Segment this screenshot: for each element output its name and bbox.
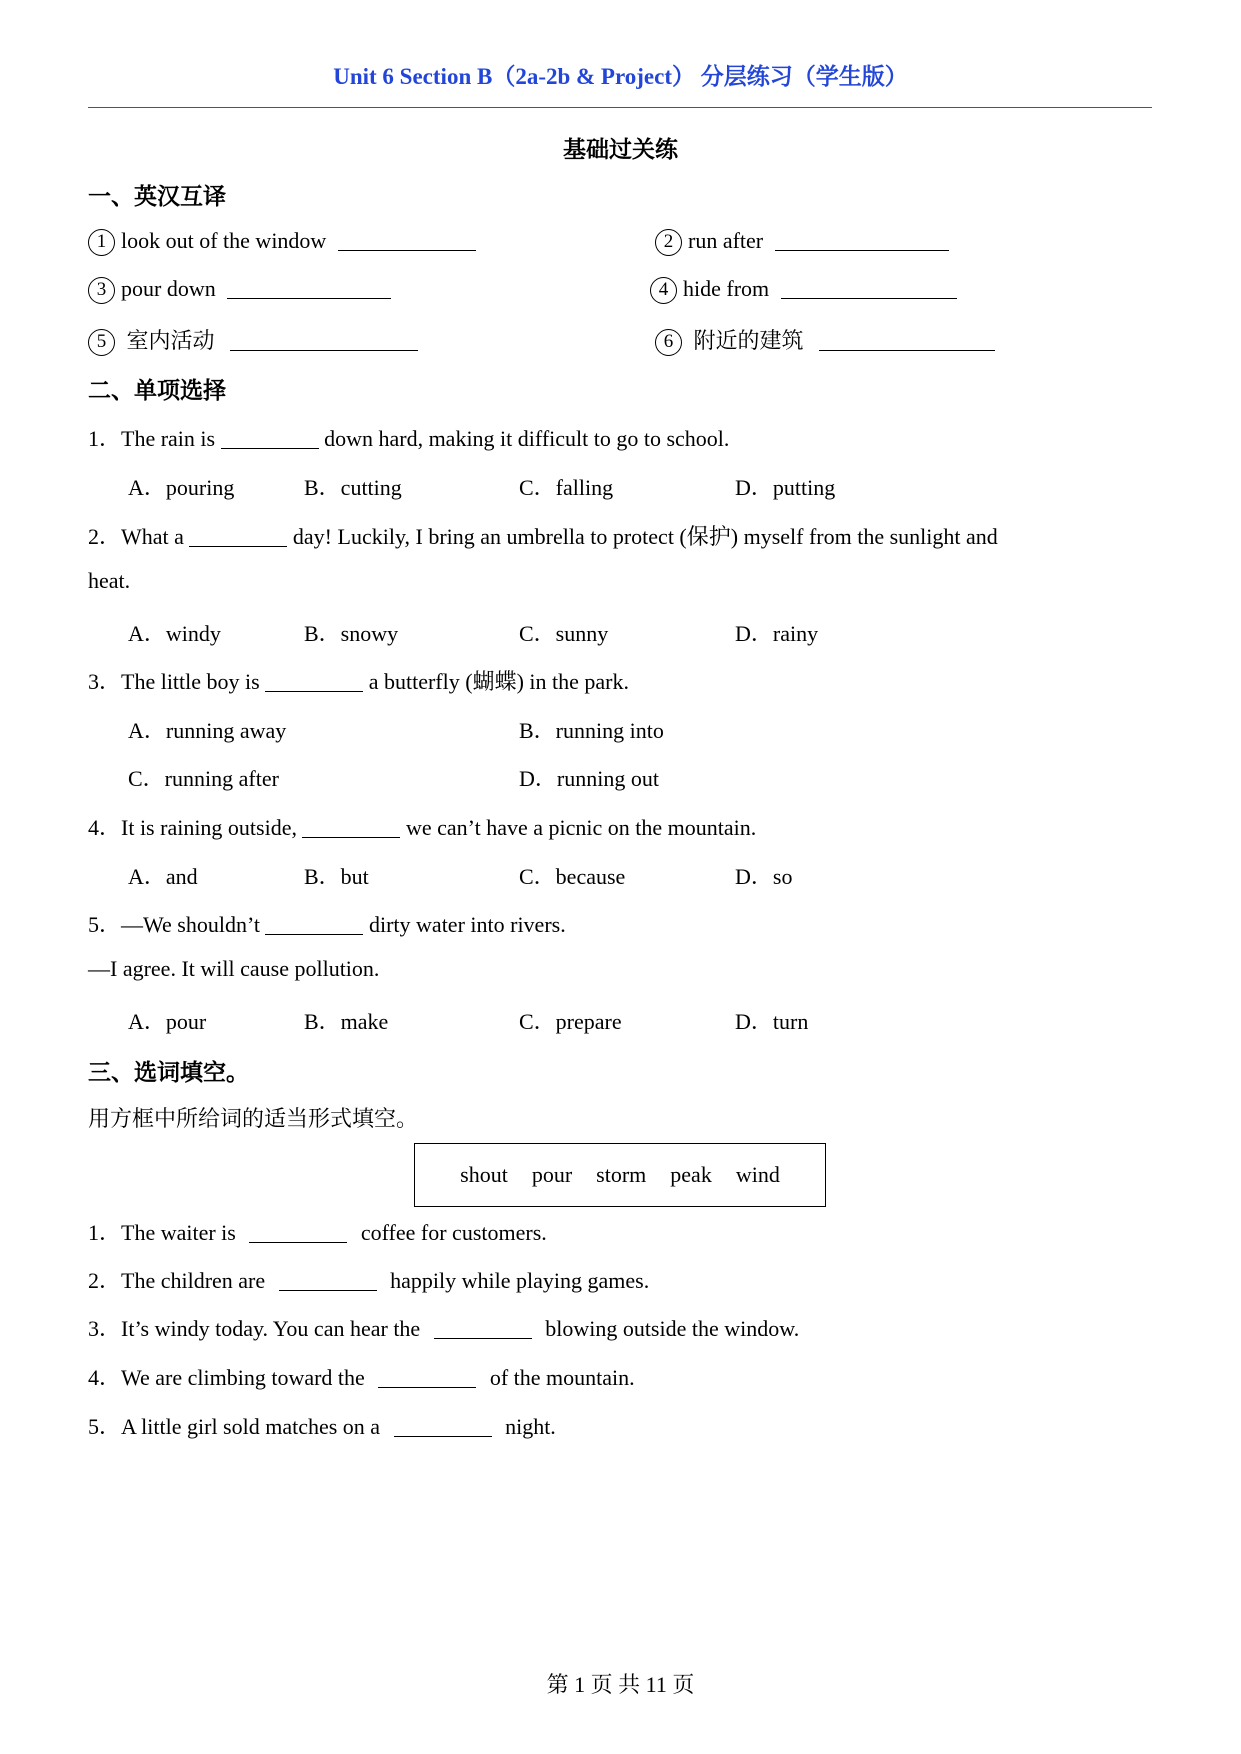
question-text: 3．The little boy is <box>88 669 260 694</box>
answer-blank[interactable] <box>189 526 287 547</box>
fill-item-4 <box>88 1361 635 1392</box>
option-d[interactable]: D．rainy <box>735 621 819 646</box>
answer-blank[interactable] <box>230 330 418 351</box>
option-b[interactable]: B．running into <box>519 718 664 743</box>
item-number-circle: 2 <box>655 229 682 256</box>
word-bank-box <box>414 1143 826 1207</box>
answer-blank[interactable] <box>279 1270 377 1291</box>
answer-blank[interactable] <box>434 1318 532 1339</box>
item-text: pour down <box>121 276 216 301</box>
option-d[interactable]: D．so <box>735 864 793 889</box>
word-bank-word: storm <box>596 1162 647 1187</box>
option-b[interactable]: B．but <box>304 864 369 889</box>
item-number-circle: 6 <box>655 329 682 356</box>
mc-question-4 <box>88 811 756 842</box>
word-bank-word: shout <box>460 1162 508 1187</box>
item-number-circle: 1 <box>88 229 115 256</box>
question-text: 2．What a <box>88 524 184 549</box>
option-c[interactable]: C．sunny <box>519 621 609 646</box>
question-text: day! Luckily, I bring an umbrella to protect (保护) myself from the sunlight and <box>292 524 998 549</box>
answer-blank[interactable] <box>249 1222 347 1243</box>
option-b[interactable]: B．make <box>304 1009 389 1034</box>
option-c[interactable]: C．falling <box>519 475 614 500</box>
word-bank-word: pour <box>531 1162 573 1187</box>
item-text: 室内活动 <box>126 328 215 353</box>
question-text: 1．The rain is <box>88 426 216 451</box>
header-divider <box>88 107 1152 108</box>
dialogue-reply: —I agree. It will cause pollution. <box>88 956 380 981</box>
fill-item-2 <box>88 1264 649 1295</box>
item-text: blowing outside the window. <box>545 1316 800 1341</box>
mc-question-3 <box>88 665 629 696</box>
option-a[interactable]: A．running away <box>128 718 287 743</box>
section3-instruction: 用方框中所给词的适当形式填空。 <box>88 1106 419 1131</box>
word-bank-word: wind <box>735 1162 780 1187</box>
option-a[interactable]: A．and <box>128 864 198 889</box>
item-number-circle: 4 <box>650 277 677 304</box>
item-number-circle: 3 <box>88 277 115 304</box>
item-text: 2．The children are <box>88 1268 266 1293</box>
translation-item-2 <box>655 228 949 256</box>
section1-heading: 一、英汉互译 <box>88 184 226 209</box>
option-a[interactable]: A．windy <box>128 621 221 646</box>
fill-item-1 <box>88 1216 547 1247</box>
item-text: run after <box>688 228 764 253</box>
document-header-title: Unit 6 Section B（2a-2b & Project） 分层练习（学生版） <box>333 64 908 89</box>
translation-item-1 <box>88 228 476 256</box>
item-text: happily while playing games. <box>390 1268 650 1293</box>
level-title: 基础过关练 <box>563 137 678 162</box>
item-text: hide from <box>683 276 770 301</box>
answer-blank[interactable] <box>781 278 957 299</box>
translation-item-5 <box>88 324 418 356</box>
word-bank-word: peak <box>670 1162 712 1187</box>
item-text: 附近的建筑 <box>693 328 804 353</box>
section2-heading: 二、单项选择 <box>88 378 226 403</box>
translation-item-4 <box>650 276 957 304</box>
item-number-circle: 5 <box>88 329 115 356</box>
option-c[interactable]: C．because <box>519 864 626 889</box>
item-text: 3．It’s windy today. You can hear the <box>88 1316 421 1341</box>
mc-question-5 <box>88 908 566 939</box>
answer-blank[interactable] <box>394 1416 492 1437</box>
answer-blank[interactable] <box>338 230 476 251</box>
mc-question-1 <box>88 422 729 453</box>
option-c[interactable]: C．prepare <box>519 1009 622 1034</box>
question-text: down hard, making it difficult to go to school. <box>324 426 730 451</box>
item-text: look out of the window <box>121 228 327 253</box>
option-d[interactable]: D．turn <box>735 1009 809 1034</box>
answer-blank[interactable] <box>378 1367 476 1388</box>
option-b[interactable]: B．snowy <box>304 621 399 646</box>
item-text: 4．We are climbing toward the <box>88 1365 365 1390</box>
fill-item-5 <box>88 1410 556 1441</box>
item-text: of the mountain. <box>489 1365 635 1390</box>
question-text: 5．—We shouldn’t <box>88 912 260 937</box>
fill-item-3 <box>88 1312 799 1343</box>
option-b[interactable]: B．cutting <box>304 475 402 500</box>
question-text: 4．It is raining outside, <box>88 815 297 840</box>
item-text: night. <box>505 1414 556 1439</box>
translation-item-3 <box>88 276 391 304</box>
answer-blank[interactable] <box>265 671 363 692</box>
answer-blank[interactable] <box>775 230 949 251</box>
item-text: 1．The waiter is <box>88 1220 236 1245</box>
question-text: a butterfly (蝴蝶) in the park. <box>368 669 629 694</box>
option-d[interactable]: D．putting <box>735 475 836 500</box>
item-text: 5．A little girl sold matches on a <box>88 1414 381 1439</box>
option-a[interactable]: A．pouring <box>128 475 235 500</box>
option-c[interactable]: C．running after <box>128 766 279 791</box>
question-text-continued: heat. <box>88 568 131 593</box>
option-d[interactable]: D．running out <box>519 766 659 791</box>
item-text: coffee for customers. <box>360 1220 547 1245</box>
option-a[interactable]: A．pour <box>128 1009 207 1034</box>
mc-question-2 <box>88 520 998 551</box>
answer-blank[interactable] <box>265 914 363 935</box>
answer-blank[interactable] <box>221 428 319 449</box>
answer-blank[interactable] <box>302 817 400 838</box>
translation-item-6 <box>655 324 995 356</box>
question-text: dirty water into rivers. <box>368 912 566 937</box>
question-text: we can’t have a picnic on the mountain. <box>405 815 757 840</box>
page-footer: 第 1 页 共 11 页 <box>546 1672 695 1697</box>
answer-blank[interactable] <box>819 330 995 351</box>
answer-blank[interactable] <box>227 278 391 299</box>
section3-heading: 三、选词填空。 <box>88 1060 249 1085</box>
